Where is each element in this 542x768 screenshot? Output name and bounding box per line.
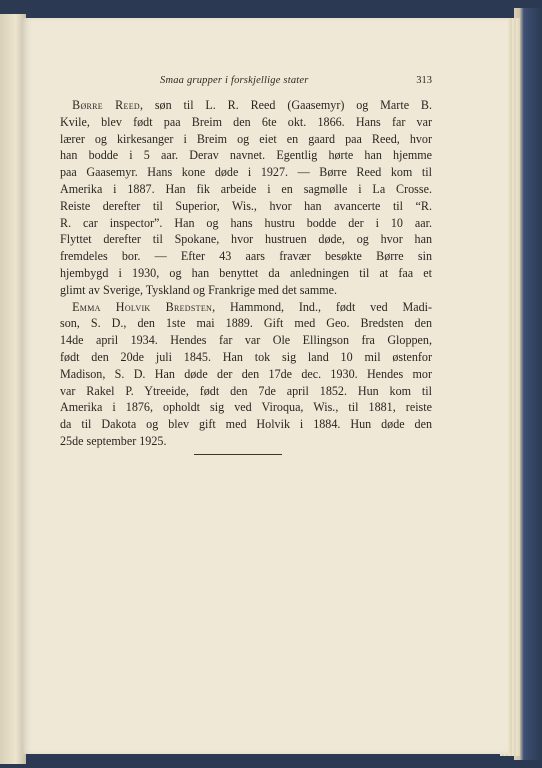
text-line: var Rakel P. Ytreeide, født den 7de april 1852. Hun kom til [60,383,432,398]
text-line: da til Dakota og blev gift med Holvik i 1884. Hun døde den [60,417,432,432]
section-divider [194,454,282,455]
text-line: 25de september 1925. [60,433,167,448]
entry-name: Emma Holvik Bredsten [72,299,213,314]
text-line: Børre Reed, søn til L. R. Reed (Gaasemyr) og Marte B. [72,98,432,112]
text-line: Emma Holvik Bredsten, Hammond, Ind., født ved Madi- [72,299,432,314]
text-line: født den 20de juli 1845. Han tok sig land 10 mil østenfor [60,349,432,364]
text-line: hjembygd i 1930, og han benyttet da anledningen til at faa et [60,265,432,280]
page-number: 313 [416,75,432,86]
text-line: Kvile, blev født paa Breim den 6te okt. 1866. Hans far var [60,114,432,129]
text-line: Amerika i 1876, opholdt sig ved Viroqua, Wis., til 1881, reiste [60,400,432,415]
body-text [60,97,432,450]
text-line: son, S. D., den 1ste mai 1889. Gift med Geo. Bredsten den [60,316,432,331]
text-line: Flyttet derefter til Spokane, hvor hustruen døde, og hvor han [60,232,432,247]
text-line: Amerika i 1887. Han fik arbeide i en sagmølle i La Crosse. [60,181,432,196]
text-line: glimt av Sverige, Tyskland og Frankrige med det samme. [60,282,338,297]
running-title: Smaa grupper i forskjellige stater [160,75,309,86]
text-line: R. car inspector”. Han og hans hustru bodde der i 10 aar. [60,215,432,230]
page-header [60,75,432,91]
text-line: paa Gaasemyr. Hans kone døde i 1927. — Børre Reed kom til [60,165,432,180]
entry-name: Børre Reed [72,98,140,112]
text-line: Madison, S. D. Han døde der den 17de dec. 1930. Hendes mor [60,366,432,381]
text-line: lærer og kirkesanger i Breim og eiet en gaard paa Reed, hvor [60,131,432,146]
entry-emma-holvik-bredsten [60,299,432,450]
text-line: fremdeles bor. — Efter 43 aars fravær besøkte Børre sin [60,249,432,264]
entry-borre-reed [60,97,432,299]
text-line: han bodde i 5 aar. Derav navnet. Egentlig hørte han hjemme [60,148,432,163]
text-line: 14de april 1934. Hendes far var Ole Ellingson fra Gloppen, [60,333,432,348]
text-line: Reiste derefter til Superior, Wis., hvor han avancerte til “R. [60,198,432,213]
